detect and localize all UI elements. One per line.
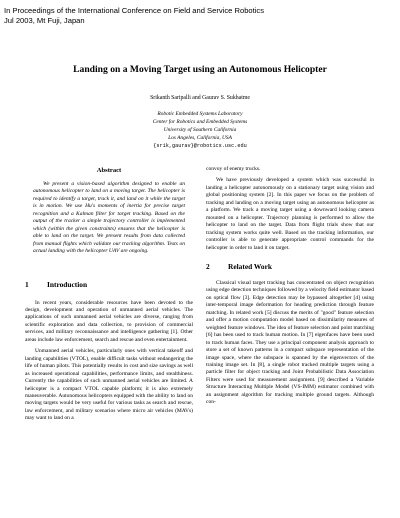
- section-title: Related Work: [228, 261, 273, 271]
- author-email: {srik,gaurav}@robotics.usc.edu: [153, 143, 247, 150]
- affiliation-block: [0, 110, 400, 150]
- intro-paragraph-1: In recent years, considerable resources have been devoted to the design, development and operation of unmanned aerial vehicles. The applications of such unmanned aerial vehicles are diverse, ranging from scientific exploration and data collection, to provision of commercial services, and military reconnaissance and intelligence gathering [1]. Other areas include law enforcement, search and rescue and even entertainment.: [25, 299, 193, 343]
- right-column: [206, 166, 374, 411]
- section-number: 2: [206, 261, 210, 271]
- affiliation-city: Los Angeles, California, USA: [168, 135, 232, 142]
- intro-paragraph-continued: convoy of enemy trucks.: [206, 166, 261, 172]
- conference-line-2: Jul 2003, Mt Fuji, Japan: [4, 16, 85, 25]
- affiliation-university: University of Southern California: [163, 127, 237, 134]
- section-heading-introduction: [25, 280, 193, 290]
- intro-paragraph-2: Unmanned aerial vehicles, particularly ones with vertical takeoff and landing capabilities (VTOL), enable difficult tasks without endangering the life of human pilots. This potentially results in cost and size savings as well as increased operational capabilities, performance limits, and stealthiness. Currently the capabilities of such unmanned aerial vehicles are limited. A helicopter is a compact VTOL capable platform; it is also extremely maneuverable. Autonomous helicopters equipped with the ability to land on moving targets would be very useful for various tasks as search and rescue, law enforcement, and military scenarios where micro air vehicles (MAVs) may want to land on a: [25, 348, 193, 422]
- conference-note: [4, 6, 394, 26]
- abstract-body: We present a vision-based algorithm designed to enable an autonomous helicopter to land on a moving target. The helicopter is required to identify a target, track it, and land on it while the target is in motion. We use Hu's moments of inertia for precise target recognition and a Kalman filter for target tracking. Based on the output of the tracker a simple trajectory controller is implemented which (within the given constraints) ensures that the helicopter is able to land on the target. We present results from data collected from manual flights which validate our tracking algorithm. Tests on actual landing with the helicopter UAV are ongoing.: [33, 181, 185, 255]
- conference-line-1: In Proceedings of the International Conference on Field and Service Robotics: [4, 6, 265, 15]
- affiliation-center: Center for Robotics and Embedded Systems: [152, 119, 248, 126]
- section-number: 1: [25, 279, 29, 289]
- affiliation-lab: Robotic Embedded Systems Laboratory: [157, 111, 243, 117]
- section-title: Introduction: [47, 279, 88, 289]
- abstract-heading: Abstract: [96, 167, 122, 174]
- intro-paragraph-3: We have previously developed a system which was successful in landing a helicopter autonomously on a stationary target using vision and global positioning system [2]. In this paper we focus on the problem of tracking and landing on a moving target using an autonomous helicopter as a platform. We track a moving target using a downward looking camera mounted on a helicopter. Trajectory planning is performed to allow the helicopter to land on the target. Data from flight trials show that our tracking system works quite well. Based on the tracking information, our controller is able to generate appropriate control commands for the helicopter in order to land it on target.: [206, 177, 374, 251]
- paper-title: Landing on a Moving Target using an Autonomous Helicopter: [73, 64, 327, 75]
- left-column: [25, 166, 193, 427]
- related-work-paragraph: Classical visual target tracking has concentrated on object recognition using edge detection techniques followed by a velocity field estimator based on optical flow [3]. Edge detection may be bypassed altogether [4] using inter-temporal image deformation for heading prediction through feature matching. In related work [5] discuss the merits of "good" feature selection and offer a motion computation model based on dissimilarity measures of weighted feature windows. The idea of feature selection and point matching [6] has been used to track human motion. In [7] eigenfaces have been used to track human faces. They use a principal component analysis approach to store a set of known patterns in a compact subspace representation of the image space, where the subspace is spanned by the eigenvectors of the training image set. In [8], a single robot tracked multiple targets using a particle filter for object tracking and Joint Probabilistic Data Association Filters were used for measurement assignment. [9] described a Variable Structure Interacting Multiple Model (VS-IMM) estimator combined with an assignment algorithm for tracking multiple ground targets. Although con-: [206, 279, 375, 406]
- paper-authors: Srikanth Saripalli and Gaurav S. Sukhatme: [150, 95, 250, 101]
- section-heading-related-work: [206, 262, 374, 272]
